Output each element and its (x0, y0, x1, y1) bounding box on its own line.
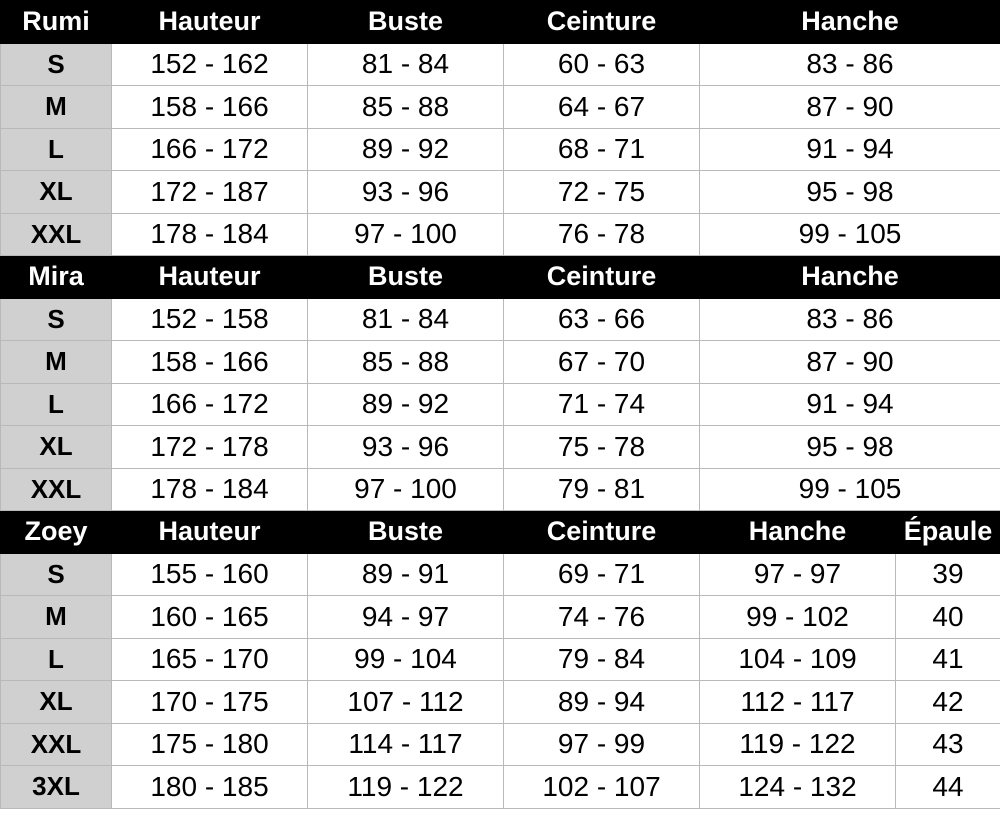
hanche-value: 99 - 102 (700, 596, 896, 639)
hauteur-value: 165 - 170 (112, 638, 308, 681)
ceinture-value: 97 - 99 (504, 723, 700, 766)
hanche-value: 83 - 86 (700, 298, 1000, 341)
table-row (1, 298, 1000, 341)
hanche-value: 124 - 132 (700, 766, 896, 809)
buste-value: 94 - 97 (308, 596, 504, 639)
table-row (1, 426, 1000, 469)
column-header-hauteur: Hauteur (112, 511, 308, 554)
table-row (1, 341, 1000, 384)
hanche-value: 95 - 98 (700, 171, 1000, 214)
size-label: XL (1, 426, 112, 469)
buste-value: 97 - 100 (308, 213, 504, 256)
hauteur-value: 170 - 175 (112, 681, 308, 724)
epaule-value: 41 (896, 638, 1000, 681)
buste-value: 85 - 88 (308, 86, 504, 129)
table-row (1, 171, 1000, 214)
buste-value: 89 - 92 (308, 128, 504, 171)
column-header-ceinture: Ceinture (504, 1, 700, 44)
ceinture-value: 72 - 75 (504, 171, 700, 214)
ceinture-value: 64 - 67 (504, 86, 700, 129)
model-name: Rumi (1, 1, 112, 44)
hanche-value: 104 - 109 (700, 638, 896, 681)
hauteur-value: 175 - 180 (112, 723, 308, 766)
hanche-value: 99 - 105 (700, 213, 1000, 256)
column-header-buste: Buste (308, 1, 504, 44)
ceinture-value: 102 - 107 (504, 766, 700, 809)
hauteur-value: 166 - 172 (112, 128, 308, 171)
hauteur-value: 152 - 158 (112, 298, 308, 341)
buste-value: 93 - 96 (308, 426, 504, 469)
size-label: L (1, 383, 112, 426)
hanche-value: 99 - 105 (700, 468, 1000, 511)
table-row (1, 596, 1000, 639)
size-label: S (1, 298, 112, 341)
ceinture-value: 89 - 94 (504, 681, 700, 724)
table-row (1, 213, 1000, 256)
model-name: Zoey (1, 511, 112, 554)
size-label: M (1, 86, 112, 129)
size-label: XXL (1, 213, 112, 256)
buste-value: 89 - 92 (308, 383, 504, 426)
buste-value: 81 - 84 (308, 298, 504, 341)
epaule-value: 40 (896, 596, 1000, 639)
hauteur-value: 152 - 162 (112, 43, 308, 86)
buste-value: 85 - 88 (308, 341, 504, 384)
ceinture-value: 79 - 84 (504, 638, 700, 681)
buste-value: 89 - 91 (308, 553, 504, 596)
size-label: M (1, 341, 112, 384)
ceinture-value: 75 - 78 (504, 426, 700, 469)
hauteur-value: 178 - 184 (112, 213, 308, 256)
column-header-buste: Buste (308, 256, 504, 299)
model-name: Mira (1, 256, 112, 299)
ceinture-value: 67 - 70 (504, 341, 700, 384)
ceinture-value: 71 - 74 (504, 383, 700, 426)
size-label: S (1, 43, 112, 86)
zoey-header-row (1, 511, 1000, 554)
table-row (1, 681, 1000, 724)
hanche-value: 95 - 98 (700, 426, 1000, 469)
epaule-value: 39 (896, 553, 1000, 596)
table-row (1, 43, 1000, 86)
hauteur-value: 160 - 165 (112, 596, 308, 639)
ceinture-value: 68 - 71 (504, 128, 700, 171)
hauteur-value: 158 - 166 (112, 86, 308, 129)
hauteur-value: 180 - 185 (112, 766, 308, 809)
column-header-epaule: Épaule (896, 511, 1000, 554)
buste-value: 93 - 96 (308, 171, 504, 214)
table-row (1, 86, 1000, 129)
ceinture-value: 74 - 76 (504, 596, 700, 639)
hanche-value: 112 - 117 (700, 681, 896, 724)
size-label: S (1, 553, 112, 596)
hauteur-value: 166 - 172 (112, 383, 308, 426)
hauteur-value: 172 - 187 (112, 171, 308, 214)
size-label: 3XL (1, 766, 112, 809)
ceinture-value: 63 - 66 (504, 298, 700, 341)
column-header-hanche: Hanche (700, 1, 1000, 44)
column-header-buste: Buste (308, 511, 504, 554)
size-label: L (1, 128, 112, 171)
hauteur-value: 158 - 166 (112, 341, 308, 384)
size-label: XXL (1, 468, 112, 511)
buste-value: 119 - 122 (308, 766, 504, 809)
ceinture-value: 76 - 78 (504, 213, 700, 256)
size-label: XL (1, 681, 112, 724)
rumi-header-row (1, 1, 1000, 44)
ceinture-value: 69 - 71 (504, 553, 700, 596)
column-header-hauteur: Hauteur (112, 1, 308, 44)
hauteur-value: 178 - 184 (112, 468, 308, 511)
hanche-value: 97 - 97 (700, 553, 896, 596)
mira-header-row (1, 256, 1000, 299)
size-label: M (1, 596, 112, 639)
column-header-ceinture: Ceinture (504, 256, 700, 299)
table-row (1, 638, 1000, 681)
table-row (1, 468, 1000, 511)
buste-value: 97 - 100 (308, 468, 504, 511)
buste-value: 99 - 104 (308, 638, 504, 681)
buste-value: 81 - 84 (308, 43, 504, 86)
hanche-value: 119 - 122 (700, 723, 896, 766)
hanche-value: 87 - 90 (700, 341, 1000, 384)
size-label: L (1, 638, 112, 681)
hauteur-value: 155 - 160 (112, 553, 308, 596)
hanche-value: 91 - 94 (700, 128, 1000, 171)
hanche-value: 91 - 94 (700, 383, 1000, 426)
ceinture-value: 79 - 81 (504, 468, 700, 511)
ceinture-value: 60 - 63 (504, 43, 700, 86)
epaule-value: 44 (896, 766, 1000, 809)
column-header-hanche: Hanche (700, 511, 896, 554)
buste-value: 114 - 117 (308, 723, 504, 766)
hanche-value: 87 - 90 (700, 86, 1000, 129)
size-label: XXL (1, 723, 112, 766)
epaule-value: 42 (896, 681, 1000, 724)
table-row (1, 723, 1000, 766)
hauteur-value: 172 - 178 (112, 426, 308, 469)
table-row (1, 383, 1000, 426)
table-row (1, 128, 1000, 171)
hanche-value: 83 - 86 (700, 43, 1000, 86)
column-header-hanche: Hanche (700, 256, 1000, 299)
table-row (1, 553, 1000, 596)
size-label: XL (1, 171, 112, 214)
table-row (1, 766, 1000, 809)
column-header-ceinture: Ceinture (504, 511, 700, 554)
epaule-value: 43 (896, 723, 1000, 766)
buste-value: 107 - 112 (308, 681, 504, 724)
column-header-hauteur: Hauteur (112, 256, 308, 299)
